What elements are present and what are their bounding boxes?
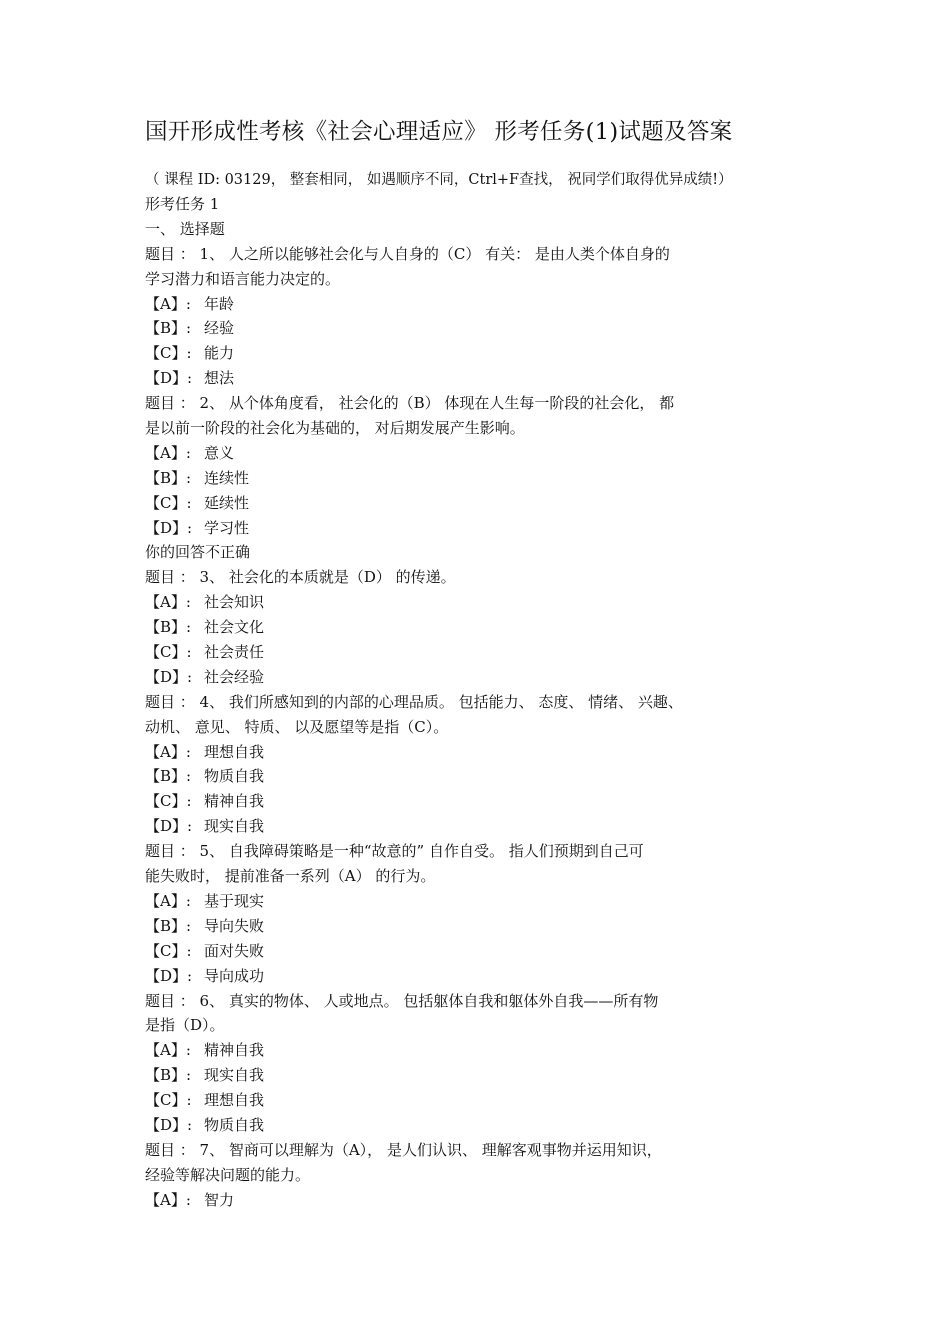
option-letter: 【D】: — [145, 518, 193, 537]
question-stem: 题目 ： 3、 社会化的本质就是（D） 的传递。 — [145, 568, 456, 587]
option-text: 理想自我 — [204, 1091, 265, 1110]
answer-feedback: 你的回答不正确 — [145, 543, 251, 562]
option-letter: 【B】: — [145, 468, 192, 487]
option-letter: 【C】: — [145, 792, 192, 811]
option-letter: 【C】: — [145, 941, 192, 960]
option-text: 能力 — [204, 344, 235, 363]
part-heading: 一、 选择题 — [145, 219, 225, 238]
answer-option — [145, 1088, 805, 1113]
option-letter: 【D】: — [145, 966, 193, 985]
option-letter: 【B】: — [145, 618, 192, 637]
option-text: 年龄 — [204, 294, 235, 313]
option-letter: 【C】: — [145, 493, 192, 512]
option-letter: 【D】: — [145, 817, 193, 836]
option-text: 精神自我 — [204, 1041, 265, 1060]
answer-option — [145, 1038, 805, 1063]
answer-option — [145, 491, 805, 516]
option-letter: 【A】: — [145, 891, 191, 910]
option-letter: 【A】: — [145, 742, 191, 761]
question-stem: 题目 ： 1、 人之所以能够社会化与人自身的（C） 有关： 是由人类个体自身的 — [145, 244, 670, 263]
answer-option — [145, 341, 805, 366]
answer-option — [145, 316, 805, 341]
answer-option — [145, 964, 805, 989]
option-letter: 【C】: — [145, 643, 192, 662]
question-stem-continued: 能失败时， 提前准备一系列（A） 的行为。 — [145, 867, 436, 886]
option-text: 意义 — [204, 443, 235, 462]
question-stem: 题目 ： 6、 真实的物体、 人或地点。 包括躯体自我和躯体外自我——所有物 — [145, 991, 659, 1010]
option-text: 社会责任 — [204, 643, 265, 662]
option-text: 精神自我 — [204, 792, 265, 811]
answer-option — [145, 441, 805, 466]
answer-option — [145, 1188, 805, 1213]
option-letter: 【A】: — [145, 1190, 191, 1209]
option-letter: 【D】: — [145, 369, 193, 388]
option-text: 连续性 — [204, 468, 250, 487]
answer-option — [145, 615, 805, 640]
option-letter: 【D】: — [145, 1115, 193, 1134]
document-title: 国开形成性考核《社会心理适应》 形考任务(1)试题及答案 — [145, 119, 733, 145]
option-text: 学习性 — [204, 518, 250, 537]
answer-option — [145, 1063, 805, 1088]
option-text: 基于现实 — [204, 891, 265, 910]
course-note: （ 课程 ID: 03129， 整套相同， 如遇顺序不同，Ctrl+F查找， 祝同学们取得优异成绩!） — [145, 172, 733, 188]
option-letter: 【B】: — [145, 1066, 192, 1085]
option-text: 理想自我 — [204, 742, 265, 761]
question-stem: 题目 ： 7、 智商可以理解为（A）， 是人们认识、 理解客观事物并运用知识， — [145, 1140, 662, 1159]
option-text: 导向成功 — [204, 966, 265, 985]
answer-option — [145, 1113, 805, 1138]
option-letter: 【B】: — [145, 767, 192, 786]
answer-option — [145, 590, 805, 615]
answer-option — [145, 814, 805, 839]
option-text: 面对失败 — [204, 941, 265, 960]
option-text: 导向失败 — [204, 916, 265, 935]
option-text: 现实自我 — [204, 1066, 265, 1085]
question-stem-continued: 学习潜力和语言能力决定的。 — [145, 269, 341, 288]
question-stem: 题目 ： 5、 自我障碍策略是一种“故意的” 自作自受。 指人们预期到自己可 — [145, 842, 644, 861]
option-text: 经验 — [204, 319, 235, 338]
answer-option — [145, 366, 805, 391]
option-text: 社会经验 — [204, 667, 265, 686]
option-letter: 【A】: — [145, 593, 191, 612]
option-letter: 【A】: — [145, 1041, 191, 1060]
question-stem-continued: 动机、 意见、 特质、 以及愿望等是指（C）。 — [145, 717, 449, 736]
answer-option — [145, 740, 805, 765]
option-text: 社会知识 — [204, 593, 265, 612]
answer-option — [145, 939, 805, 964]
option-text: 想法 — [204, 369, 235, 388]
option-letter: 【B】: — [145, 916, 192, 935]
option-letter: 【D】: — [145, 667, 193, 686]
option-text: 物质自我 — [204, 767, 265, 786]
section-heading: 形考任务 1 — [145, 195, 220, 213]
question-stem-continued: 是以前一阶段的社会化为基础的， 对后期发展产生影响。 — [145, 419, 525, 438]
option-text: 延续性 — [204, 493, 250, 512]
answer-option — [145, 466, 805, 491]
option-letter: 【C】: — [145, 1091, 192, 1110]
question-stem: 题目 ： 2、 从个体角度看， 社会化的（B） 体现在人生每一阶段的社会化， 都 — [145, 394, 675, 413]
option-text: 智力 — [204, 1190, 235, 1209]
answer-option — [145, 640, 805, 665]
option-text: 社会文化 — [204, 618, 265, 637]
answer-option — [145, 292, 805, 317]
question-stem: 题目 ： 4、 我们所感知到的内部的心理品质。 包括能力、 态度、 情绪、 兴趣、 — [145, 692, 683, 711]
question-stem-continued: 经验等解决问题的能力。 — [145, 1165, 311, 1184]
option-text: 物质自我 — [204, 1115, 265, 1134]
answer-option — [145, 914, 805, 939]
answer-option — [145, 665, 805, 690]
answer-option — [145, 516, 805, 541]
option-letter: 【A】: — [145, 294, 191, 313]
answer-option — [145, 764, 805, 789]
answer-option — [145, 789, 805, 814]
option-letter: 【B】: — [145, 319, 192, 338]
option-text: 现实自我 — [204, 817, 265, 836]
document-body — [145, 192, 805, 1213]
answer-option — [145, 889, 805, 914]
option-letter: 【A】: — [145, 443, 191, 462]
question-stem-continued: 是指（D）。 — [145, 1016, 225, 1035]
option-letter: 【C】: — [145, 344, 192, 363]
